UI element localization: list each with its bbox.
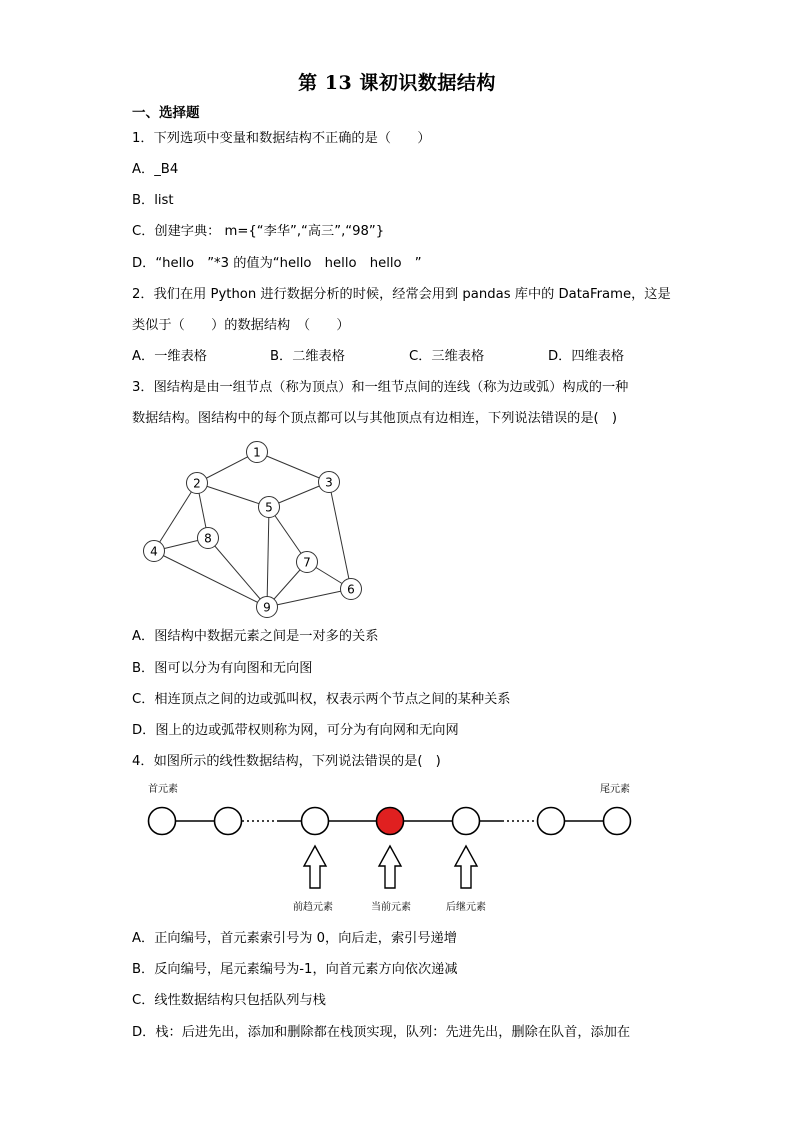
graph-node-label: 7 bbox=[303, 555, 311, 570]
graph-diagram bbox=[0, 435, 794, 625]
element-node-current bbox=[377, 808, 404, 835]
graph-node-9 bbox=[257, 597, 278, 618]
graph-node-label: 8 bbox=[204, 531, 212, 546]
graph-node-8 bbox=[198, 528, 219, 549]
section-heading: 一、选择题 bbox=[132, 105, 200, 121]
graph-node-2 bbox=[187, 473, 208, 494]
graph-node-label: 3 bbox=[325, 475, 333, 490]
edge-2-4 bbox=[154, 483, 197, 551]
graph-node-4 bbox=[144, 541, 165, 562]
edge-2-5 bbox=[197, 483, 269, 507]
edge-9-6 bbox=[267, 589, 351, 607]
current-element-label: 当前元素 bbox=[371, 902, 411, 913]
page-title: 第 13 课初识数据结构 bbox=[298, 72, 496, 94]
element-node-head bbox=[149, 808, 176, 835]
linear-structure-diagram bbox=[0, 778, 794, 918]
edge-5-9 bbox=[267, 507, 269, 607]
q4-option-c: C．线性数据结构只包括队列与栈 bbox=[132, 993, 326, 1008]
edge-4-9 bbox=[154, 551, 267, 607]
graph-node-5 bbox=[259, 497, 280, 518]
head-element-label: 首元素 bbox=[148, 784, 178, 795]
q2-option-d: D．四维表格 bbox=[548, 349, 625, 364]
graph-node-label: 5 bbox=[265, 500, 273, 515]
q1-option-d: D．“hello ”*3 的值为“hello hello hello ” bbox=[132, 256, 422, 271]
q3-stem-line2: 数据结构。图结构中的每个顶点都可以与其他顶点有边相连，下列说法错误的是( ) bbox=[132, 411, 618, 426]
graph-node-label: 2 bbox=[193, 476, 201, 491]
q4-stem: 4．如图所示的线性数据结构，下列说法错误的是( ) bbox=[132, 754, 441, 769]
next-element-label: 后继元素 bbox=[446, 902, 486, 913]
element-node-next bbox=[453, 808, 480, 835]
q3-stem-line1: 3．图结构是由一组节点（称为顶点）和一组节点间的连线（称为边或弧）构成的一种 bbox=[132, 380, 629, 395]
graph-node-label: 4 bbox=[150, 544, 158, 559]
q2-option-c: C．三维表格 bbox=[409, 349, 485, 364]
q4-option-b: B．反向编号，尾元素编号为-1，向首元素方向依次递减 bbox=[132, 962, 458, 977]
graph-node-label: 9 bbox=[263, 600, 271, 615]
edge-1-3 bbox=[257, 452, 329, 482]
q1-option-a: A．_B4 bbox=[132, 162, 179, 177]
up-arrow-icon bbox=[379, 846, 401, 888]
q1-stem: 1．下列选项中变量和数据结构不正确的是（ ） bbox=[132, 131, 431, 146]
graph-node-label: 1 bbox=[253, 445, 261, 460]
graph-node-7 bbox=[297, 552, 318, 573]
q4-option-a: A．正向编号，首元素索引号为 0，向后走，索引号递增 bbox=[132, 931, 457, 946]
q2-stem-line2: 类似于（ ）的数据结构 （ ） bbox=[132, 318, 350, 333]
q3-option-a: A．图结构中数据元素之间是一对多的关系 bbox=[132, 629, 379, 644]
q3-option-c: C．相连顶点之间的边或弧叫权，权表示两个节点之间的某种关系 bbox=[132, 692, 511, 707]
q2-option-a: A．一维表格 bbox=[132, 349, 207, 364]
element-node bbox=[215, 808, 242, 835]
element-node bbox=[538, 808, 565, 835]
edge-3-6 bbox=[329, 482, 351, 589]
q1-option-b: B．list bbox=[132, 193, 174, 208]
graph-node-3 bbox=[319, 472, 340, 493]
graph-node-1 bbox=[247, 442, 268, 463]
q2-option-b: B．二维表格 bbox=[270, 349, 345, 364]
graph-node-label: 6 bbox=[347, 582, 355, 597]
prev-element-label: 前趋元素 bbox=[293, 902, 333, 913]
up-arrow-icon bbox=[455, 846, 477, 888]
q1-option-c: C．创建字典： m={“李华”,“高三”,“98”} bbox=[132, 224, 385, 239]
q2-stem-line1: 2．我们在用 Python 进行数据分析的时候，经常会用到 pandas 库中的 DataFrame，这是 bbox=[132, 287, 671, 302]
q4-option-d: D．栈：后进先出，添加和删除都在栈顶实现，队列：先进先出，删除在队首，添加在 bbox=[132, 1025, 631, 1040]
edge-8-9 bbox=[208, 538, 267, 607]
tail-element-label: 尾元素 bbox=[600, 784, 630, 795]
up-arrow-icon bbox=[304, 846, 326, 888]
graph-node-6 bbox=[341, 579, 362, 600]
element-node-tail bbox=[604, 808, 631, 835]
q3-option-d: D．图上的边或弧带权则称为网，可分为有向网和无向网 bbox=[132, 723, 459, 738]
element-node-prev bbox=[302, 808, 329, 835]
q3-option-b: B．图可以分为有向图和无向图 bbox=[132, 661, 313, 676]
